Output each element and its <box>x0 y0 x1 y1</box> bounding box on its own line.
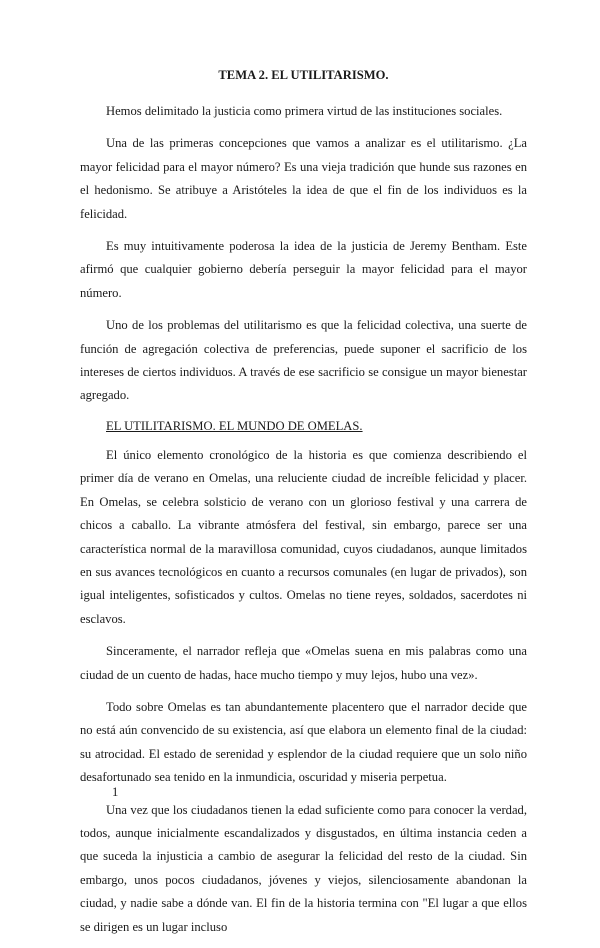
section-paragraph-2: Sinceramente, el narrador refleja que «Omelas suena en mis palabras como una ciudad de un cuento de hadas, hace mucho tiempo y muy lejos, hubo una vez». <box>80 644 527 682</box>
section-paragraph-3: Todo sobre Omelas es tan abundantemente placentero que el narrador decide que no está aún convencido de su existencia, así que elabora un elemento final de la ciudad: su atrocidad. El estado de serenidad y esplendor de la ciudad requiere que un solo niño desafortunado sea tenido en la inmundicia, oscuridad y miseria perpetua. <box>80 699 527 785</box>
intro-paragraph-2: Una de las primeras concepciones que vamos a analizar es el utilitarismo. ¿La mayor felicidad para el mayor número? Es una vieja tradición que hunde sus razones en el hedonismo. Se atribuye a Aristóteles la idea de que el fin de los individuos es la felicidad. <box>80 136 527 221</box>
section-paragraph-1: El único elemento cronológico de la historia es que comienza describiendo el primer día de verano en Omelas, una reluciente ciudad de increíble felicidad y placer. En Omelas, se celebra solsticio de verano con un glorioso festival y una carrera de chicos a caballo. La vibrante atmósfera del festival, sin embargo, parece ser una característica normal de la maravillosa comunidad, cuyos ciudadanos, aunque limitados en sus avances tecnológicos en cuanto a recursos comunales (en lugar de privados), son igual inteligentes, sofisticados y cultos. Omelas no tiene reyes, soldados, sacerdotes ni esclavos. <box>80 447 527 626</box>
intro-paragraph-1: Hemos delimitado la justicia como primera virtud de las instituciones sociales. <box>106 104 503 118</box>
intro-paragraph-3: Es muy intuitivamente poderosa la idea de la justicia de Jeremy Bentham. Este afirmó que cualquier gobierno debería perseguir la mayor felicidad para el mayor número. <box>80 239 527 300</box>
page-number: 1 <box>112 785 119 799</box>
document-title: TEMA 2. EL UTILITARISMO. <box>218 68 389 82</box>
section-heading: EL UTILITARISMO. EL MUNDO DE OMELAS. <box>106 418 363 433</box>
page-content <box>80 66 527 948</box>
intro-paragraph-4: Uno de los problemas del utilitarismo es que la felicidad colectiva, una suerte de función de agregación colectiva de preferencias, puede suponer el sacrificio de los intereses de ciertos individuos. A través de ese sacrificio se consigue un mayor bienestar agregado. <box>80 318 527 403</box>
section-paragraph-4: Una vez que los ciudadanos tienen la edad suficiente como para conocer la verdad, todos, aunque inicialmente escandalizados y disgustados, en última instancia ceden a que suceda la injusticia a cambio de asegurar la felicidad del resto de la ciudad. Sin embargo, unos pocos ciudadanos, jóvenes y viejos, silenciosamente abandonan la ciudad, y nadie sabe a dónde van. El fin de la historia termina con "El lugar a que ellos se dirigen es un lugar incluso <box>80 802 527 934</box>
